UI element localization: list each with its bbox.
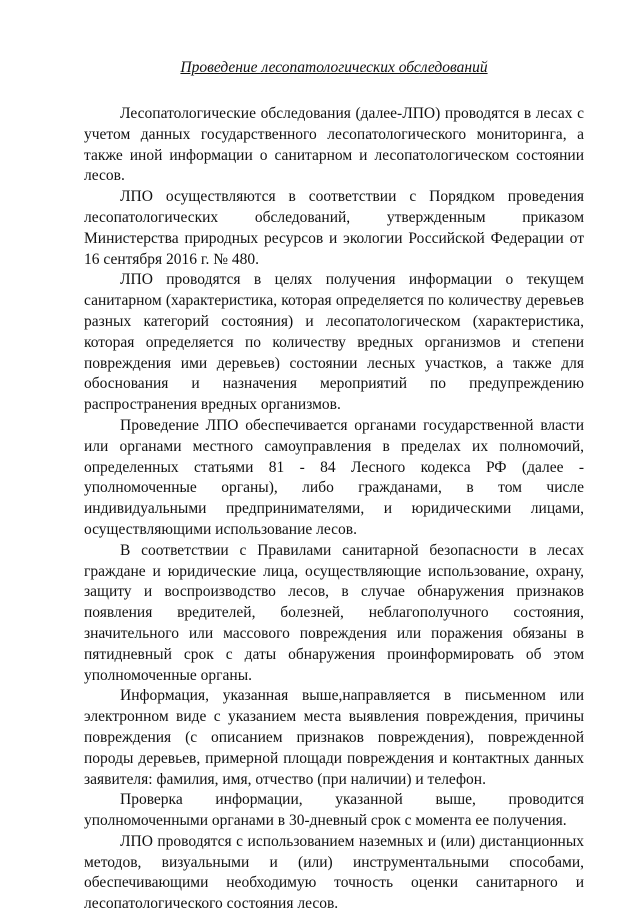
paragraph-3: ЛПО проводятся в целях получения информации о текущем санитарном (характеристика, которая определяется по количеству деревьев разных категорий состояния) и лесопатологическом (характеристика, которая определяется по количеству вредных организмов и степени повреждения ими деревьев) состоянии лесных участков, а также для обоснования и назначения мероприятий по предупреждению распространения вредных организмов. [84,271,584,414]
paragraph-1: Лесопатологические обследования (далее-ЛПО) проводятся в лесах с учетом данных государственного лесопатологического мониторинга, а также иной информации о санитарном и лесопатологическом состоянии лесов. [84,105,584,185]
paragraph-5: В соответствии с Правилами санитарной безопасности в лесах граждане и юридические лица, осуществляющие использование, охрану, защиту и воспроизводство лесов, в случае обнаружения признаков появления вредителей, болезней, неблагополучного состояния, значительного или массового повреждения или поражения обязаны в пятидневный срок с даты обнаружения проинформировать об этом уполномоченные органы. [84,541,584,684]
paragraph-8: ЛПО проводятся с использованием наземных и (или) дистанционных методов, визуальными и (или) инструментальными способами, обеспечивающими необходимую точность оценки санитарного и лесопатологического состояния лесов. [84,832,584,913]
document-title: Проведение лесопатологических обследований [180,59,488,76]
paragraph-6: Информация, указанная выше,направляется в письменном или электронном виде с указанием места выявления повреждения, причины повреждения (с описанием признаков повреждения), поврежденной породы деревьев, примерной площади повреждения и контактных данных заявителя: фамилия, имя, отчество (при наличии) и телефон. [84,687,584,788]
paragraph-4: Проведение ЛПО обеспечивается органами государственной власти или органами местного самоуправления в пределах их полномочий, определенных статьями 81 - 84 Лесного кодекса РФ (далее - уполномоченные органы), либо гражданами, в том числе индивидуальными предпринимателями, и юридическими лицами, осуществляющими использование лесов. [84,416,584,538]
paragraph-7: Проверка информации, указанной выше, проводится уполномоченными органами в 30-дневный срок с момента ее получения. [84,791,584,830]
paragraph-2: ЛПО осуществляются в соответствии с Порядком проведения лесопатологических обследований, утвержденным приказом Министерства природных ресурсов и экологии Российской Федерации от 16 сентября 2016 г. № 480. [84,188,584,268]
